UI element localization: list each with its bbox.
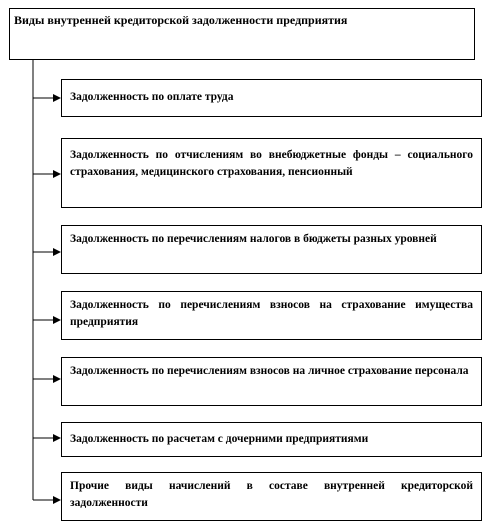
- child-node-label: Задолженность по расчетам с дочерними предприятиями: [70, 433, 369, 445]
- root-node: [9, 8, 475, 60]
- child-node-1: [61, 79, 482, 117]
- child-node-label: Задолженность по перечислениям взносов на страхование имущества предприятия: [70, 299, 473, 328]
- child-node-6: [61, 422, 482, 457]
- child-node-3: [61, 225, 482, 274]
- child-node-label: Задолженность по перечислениям налогов в бюджеты разных уровней: [70, 233, 437, 245]
- child-node-label: Прочие виды начислений в составе внутренней кредиторской задолженности: [70, 480, 473, 509]
- child-node-label: Задолженность по отчислениям во внебюджетные фонды – социального страхования, медицинского страхования, пенсионный: [70, 149, 473, 178]
- child-node-2: [61, 138, 482, 208]
- child-node-label: Задолженность по оплате труда: [70, 91, 234, 103]
- child-node-4: [61, 291, 482, 340]
- child-node-label: Задолженность по перечислениям взносов на личное страхование персонала: [70, 365, 469, 377]
- child-node-7: [61, 472, 482, 521]
- child-node-5: [61, 357, 482, 406]
- root-node-label: Виды внутренней кредиторской задолженности предприятия: [14, 13, 348, 27]
